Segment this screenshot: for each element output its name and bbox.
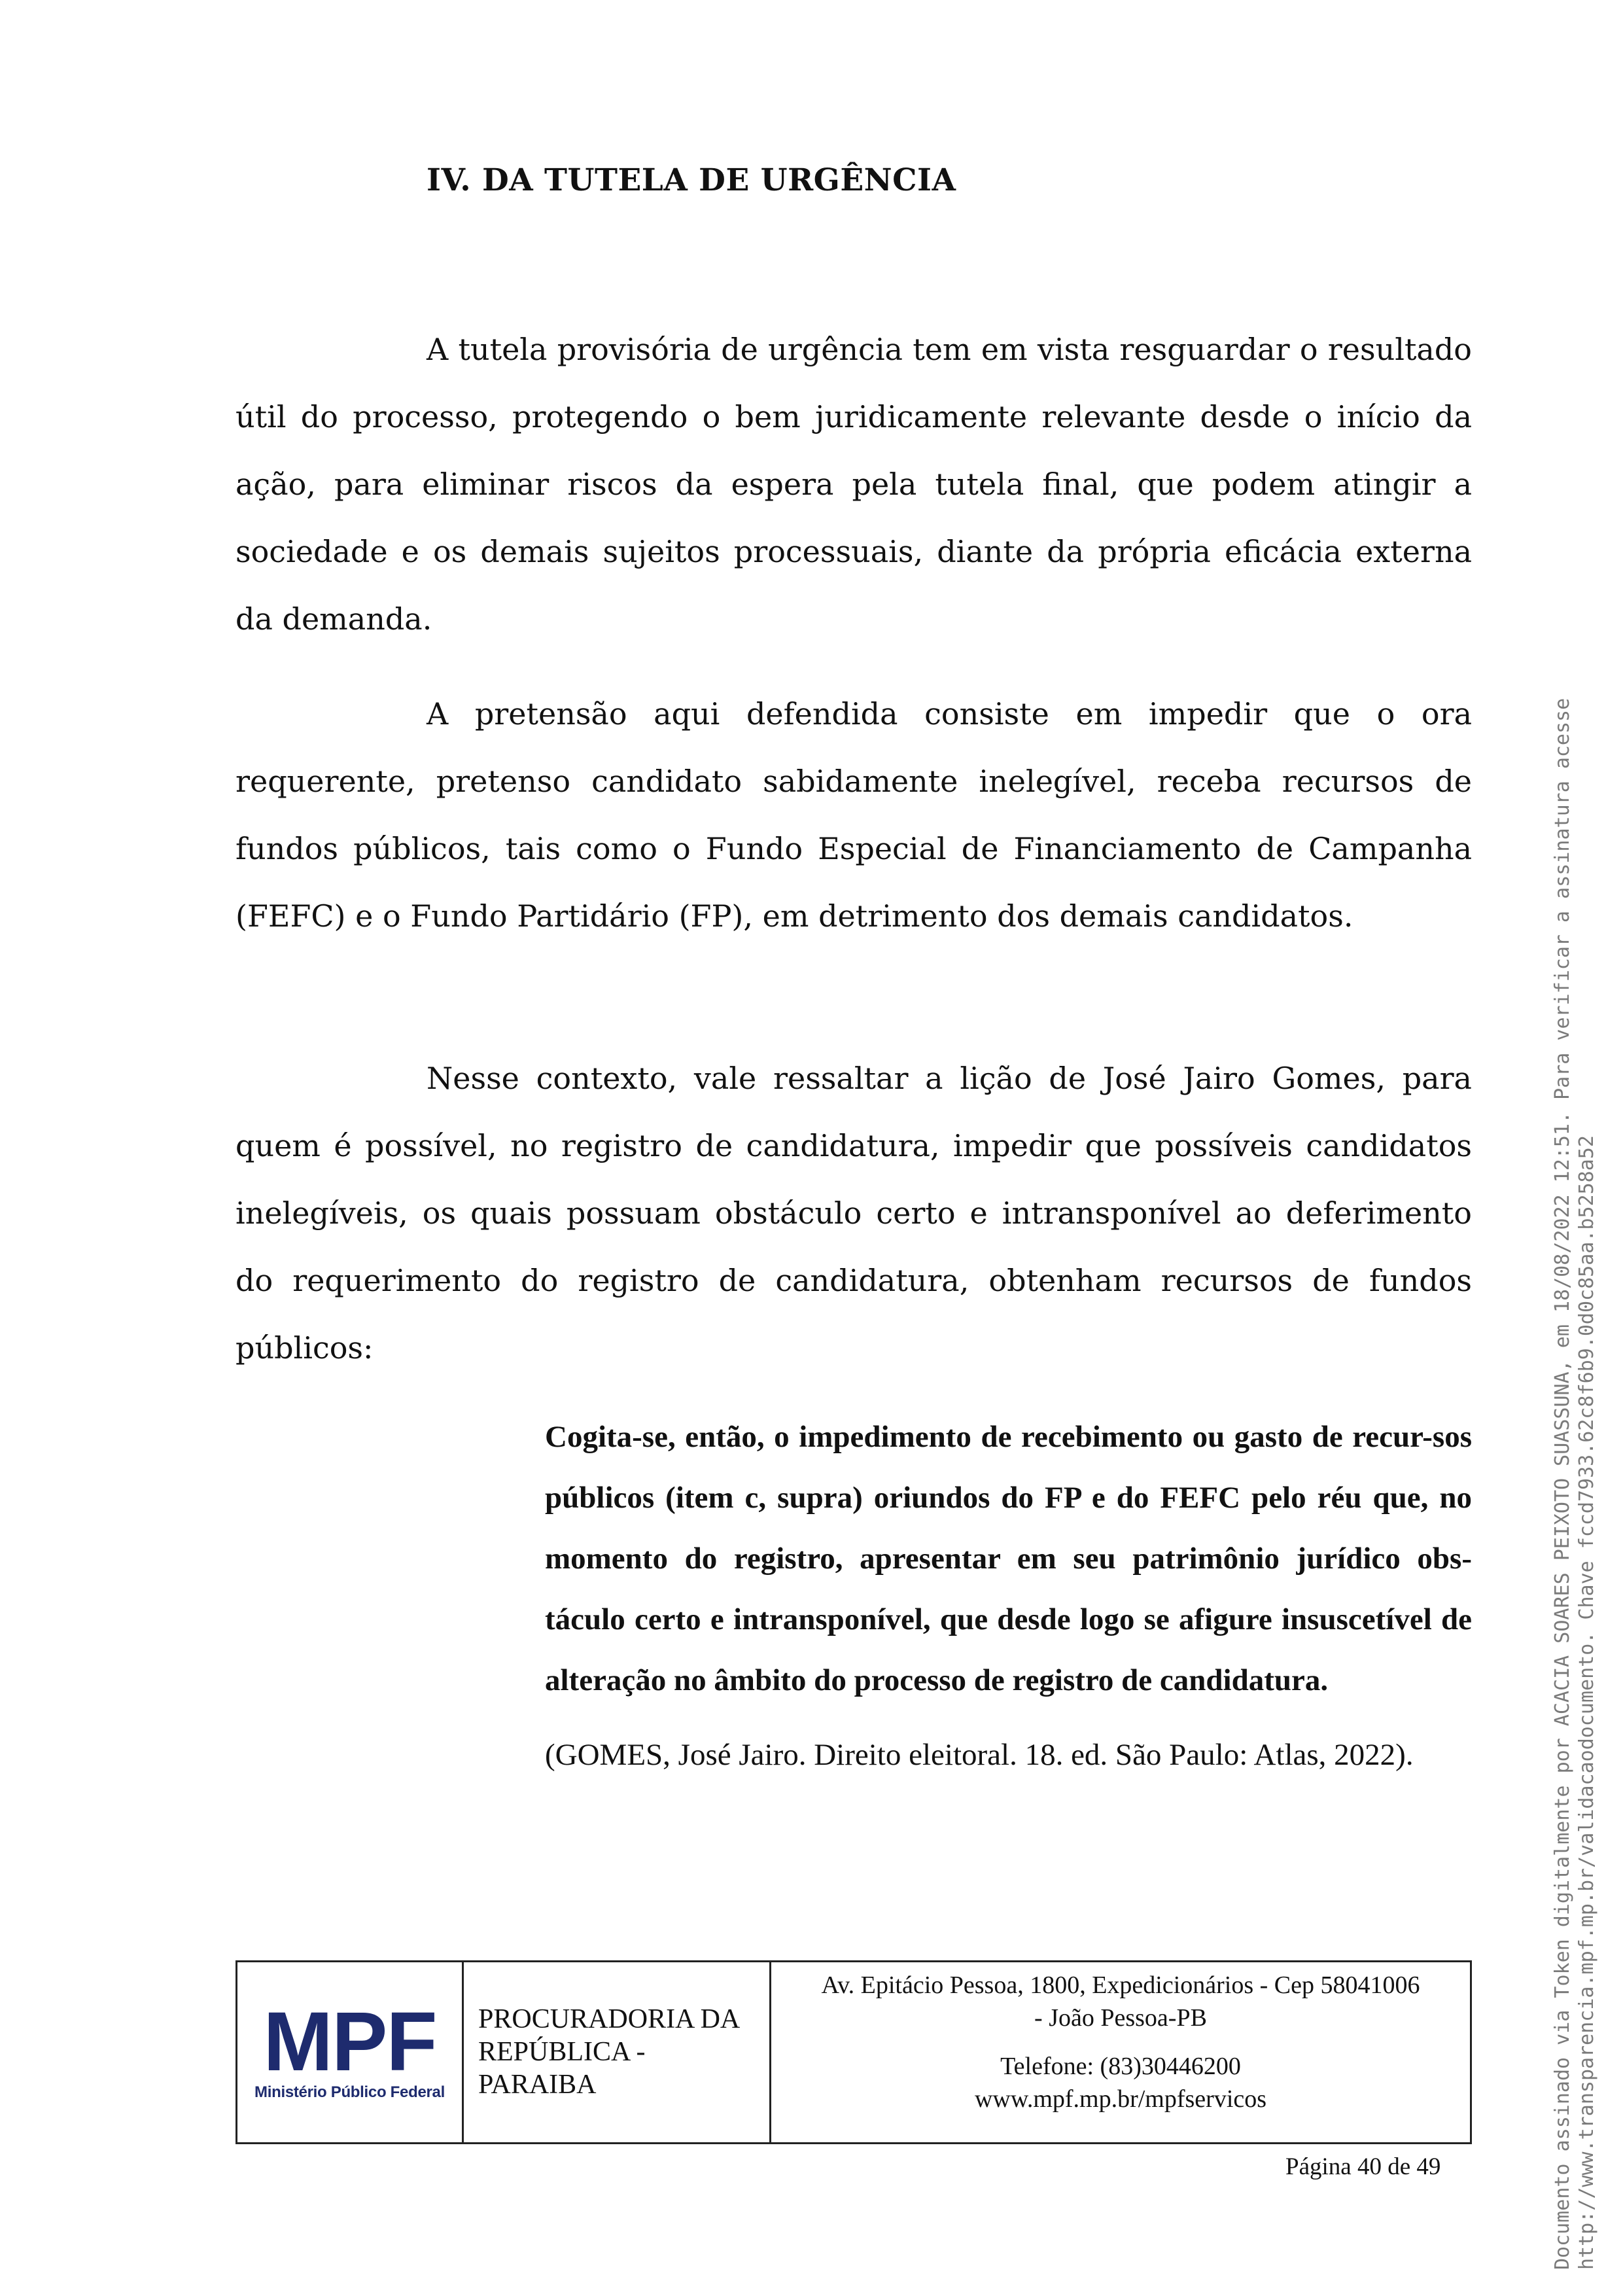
section-heading: IV. DA TUTELA DE URGÊNCIA xyxy=(427,162,956,198)
org-line: PARAIBA xyxy=(478,2070,597,2100)
footer-table xyxy=(236,1960,1472,2144)
signature-stamp-line-2[interactable]: http://www.transparencia.mpf.mp.br/validacaodocumento. Chave fccd7933.62c8f6b9.0d0c85aa.b5258a52 xyxy=(1575,1135,1598,2270)
signature-stamp xyxy=(1550,698,1599,2270)
signature-stamp-line-1: Documento assinado via Token digitalmente por ACACIA SOARES PEIXOTO SUASSUNA, em 18/08/2022 12:51. Para verificar a assinatura acesse xyxy=(1551,698,1574,2270)
footer-contact xyxy=(771,1962,1470,2142)
block-quote: Cogita-se, então, o impedimento de recebimento ou gasto de recur-sos públicos (item c, supra) oriundos do FP e do FEFC pelo réu que, no momento do registro, apresentar em seu patrimônio jurídico obs-táculo certo e intransponível, que desde logo se afigure insuscetível de alteração no âmbito do processo de registro de candidatura. xyxy=(545,1420,1472,1697)
paragraph-tutela: A tutela provisória de urgência tem em vista resguardar o resultado útil do processo, protegendo o bem juridicamente relevante desde o início da ação, para eliminar riscos da espera pela tutela final, que podem atingir a sociedade e os demais sujeitos processuais, diante da própria eficácia externa da demanda. xyxy=(236,332,1472,637)
quote-citation: (GOMES, José Jairo. Direito eleitoral. 18. ed. São Paulo: Atlas, 2022). xyxy=(545,1738,1414,1772)
address-line-1: Av. Epitácio Pessoa, 1800, Expedicionários - Cep 58041006 xyxy=(821,1971,1420,1999)
org-line: PROCURADORIA DA xyxy=(478,2004,741,2034)
address-line-2: - João Pessoa-PB xyxy=(1034,2004,1207,2032)
paragraph-pretensao: A pretensão aqui defendida consiste em impedir que o ora requerente, pretenso candidato sabidamente inelegível, receba recursos de fundos públicos, tais como o Fundo Especial de Financiamento de Campanha (FEFC) e o Fundo Partidário (FP), em detrimento dos demais candidatos. xyxy=(236,696,1472,934)
mpf-logo-text: MPF xyxy=(263,1994,436,2089)
footer-organization xyxy=(464,1962,771,2142)
org-line: REPÚBLICA - xyxy=(478,2037,646,2067)
website-link[interactable]: www.mpf.mp.br/mpfservicos xyxy=(974,2085,1267,2113)
mpf-logo-subtitle: Ministério Público Federal xyxy=(254,2083,445,2101)
paragraph-contexto: Nesse contexto, vale ressaltar a lição de José Jairo Gomes, para quem é possível, no registro de candidatura, impedir que possíveis candidatos inelegíveis, os quais possuam obstáculo certo e intransponível ao deferimento do requerimento do registro de candidatura, obtenham recursos de fundos públicos: xyxy=(236,1061,1472,1366)
mpf-logo xyxy=(237,1962,464,2142)
page-number: Página 40 de 49 xyxy=(1285,2153,1441,2180)
phone: Telefone: (83)30446200 xyxy=(1000,2053,1241,2080)
